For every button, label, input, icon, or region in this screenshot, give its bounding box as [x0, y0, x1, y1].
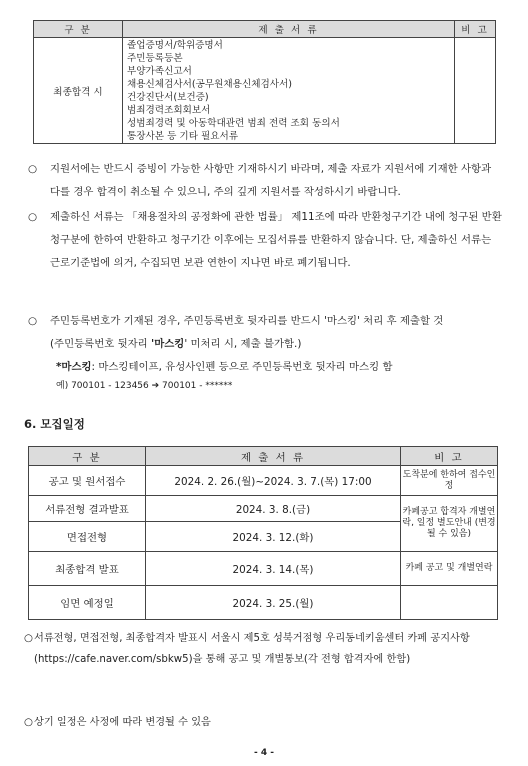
document-item: 성범죄경력 및 아동학대관련 범죄 전력 조회 동의서 — [127, 118, 340, 129]
schedule-note — [24, 628, 502, 670]
circle-bullet-icon: ○ — [24, 717, 33, 728]
notice-bullet — [28, 206, 504, 275]
table-row — [29, 496, 498, 522]
header-remark: 비 고 — [401, 447, 498, 466]
document-item: 채용신체검사서(공무원채용신체검사서) — [127, 79, 293, 90]
masking-definition: *마스킹: 마스킹테이프, 유성사인펜 등으로 주민등록번호 뒷자리 마스킹 함 — [56, 361, 393, 373]
required-documents-table — [33, 20, 496, 144]
document-item: 부양가족신고서 — [127, 66, 192, 77]
document-item: 주민등록등본 — [127, 53, 183, 64]
notice-bullet — [28, 310, 504, 393]
circle-bullet-icon: ○ — [24, 633, 33, 644]
schedule-date: 2024. 3. 8.(금) — [146, 496, 401, 522]
circle-bullet-icon: ○ — [28, 211, 38, 223]
table-row — [34, 38, 496, 144]
schedule-remark — [401, 586, 498, 620]
remark-cell — [455, 38, 496, 144]
circle-bullet-icon: ○ — [28, 315, 38, 327]
document-item: 건강진단서(보건증) — [127, 92, 209, 103]
table-header-row — [34, 21, 496, 38]
table-row — [29, 586, 498, 620]
note-text: 서류전형, 면접전형, 최종합격자 발표시 서울시 제5호 성북거점형 우리동네키움센터 카페 공지사항(https://cafe.naver.com/sbkw5)을 통해 공고 및 개별통보(각 전형 합격자에 한함) — [34, 633, 470, 665]
schedule-date: 2024. 2. 26.(월)~2024. 3. 7.(목) 17:00 — [146, 466, 401, 496]
schedule-category: 면접전형 — [29, 522, 146, 552]
note-text: 상기 일정은 사정에 따라 변경될 수 있음 — [34, 717, 211, 728]
header-category: 구 분 — [29, 447, 146, 466]
page-number: - 4 - — [254, 748, 274, 758]
header-documents: 제 출 서 류 — [146, 447, 401, 466]
notice-text: 제출하신 서류는 「채용절차의 공정화에 관한 법률」 제11조에 따라 반환청구기간 내에 청구된 반환청구분에 한하여 반환하고 청구기간 이후에는 모집서류를 반환하지 않습니다. 단, 제출하신 서류는 근로기준법에 의거, 수집되면 보관 연한이 지나면 바로 폐기됩니다. — [50, 211, 502, 269]
document-item: 통장사본 등 기타 필요서류 — [127, 131, 239, 142]
schedule-date: 2024. 3. 14.(목) — [146, 552, 401, 586]
header-category: 구 분 — [34, 21, 123, 38]
recruitment-schedule-table — [28, 446, 498, 620]
schedule-category: 공고 및 원서접수 — [29, 466, 146, 496]
schedule-date: 2024. 3. 25.(월) — [146, 586, 401, 620]
table-header-row — [29, 447, 498, 466]
header-remark: 비 고 — [455, 21, 496, 38]
circle-bullet-icon: ○ — [28, 163, 38, 175]
schedule-note — [24, 712, 502, 733]
section-title: 6. 모집일정 — [24, 417, 85, 431]
table-row — [29, 552, 498, 586]
category-cell: 최종합격 시 — [34, 38, 123, 144]
schedule-date: 2024. 3. 12.(화) — [146, 522, 401, 552]
notice-text: 주민등록번호가 기재된 경우, 주민등록번호 뒷자리를 반드시 '마스킹' 처리 후 제출할 것 — [50, 315, 444, 327]
document-item: 졸업증명서/학위증명서 — [127, 40, 223, 51]
schedule-remark: 도착분에 한하여 접수인정 — [401, 466, 498, 496]
document-item: 범죄경력조회회보서 — [127, 105, 211, 116]
schedule-category: 서류전형 결과발표 — [29, 496, 146, 522]
documents-cell — [123, 38, 455, 144]
schedule-category: 임면 예정일 — [29, 586, 146, 620]
schedule-category: 최종합격 발표 — [29, 552, 146, 586]
masking-warning: (주민등록번호 뒷자리 '마스킹' 미처리 시, 제출 불가함.) — [50, 338, 302, 350]
schedule-remark: 카페공고 합격자 개별연락, 일정 별도안내 (변경될 수 있음) — [401, 496, 498, 552]
schedule-remark: 카페 공고 및 개별연락 — [401, 552, 498, 586]
header-documents: 제 출 서 류 — [123, 21, 455, 38]
table-row — [29, 466, 498, 496]
notice-text: 지원서에는 반드시 증빙이 가능한 사항만 기재하시기 바라며, 제출 자료가 지원서에 기재한 사항과 다를 경우 합격이 취소될 수 있으니, 주의 깊게 지원서를 작성하시기 바랍니다. — [50, 163, 492, 198]
notice-bullet — [28, 158, 504, 204]
masking-example: 예) 700101 - 123456 ➔ 700101 - ****** — [56, 381, 233, 391]
